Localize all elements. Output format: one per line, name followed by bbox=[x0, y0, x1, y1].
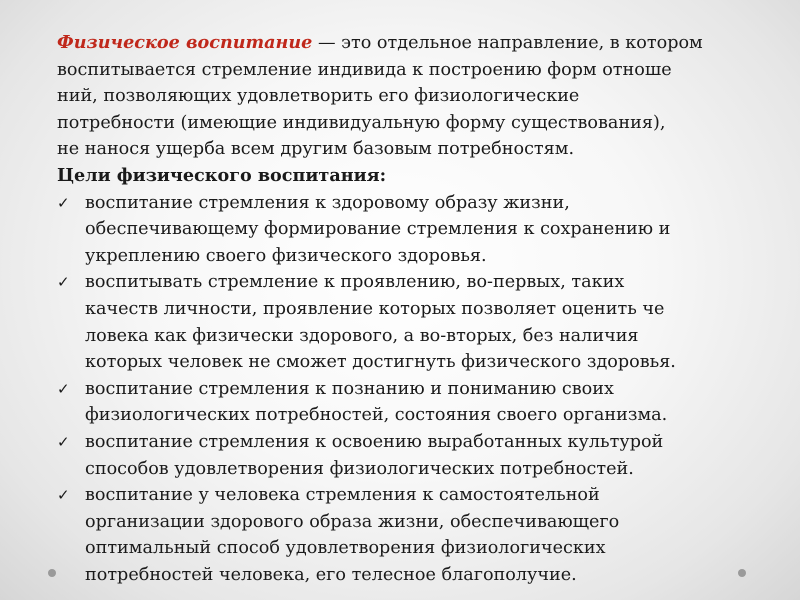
list-item: ✓ воспитание стремления к освоению выработанных культурой способов удовлетворения физиологических потребностей. bbox=[57, 429, 747, 482]
slide-content bbox=[57, 30, 747, 588]
definition-paragraph bbox=[57, 30, 747, 163]
list-item: ✓ воспитание стремления к здоровому образу жизни, обеспечивающему формирование стремления к сохранению и укреплению своего физического здоровья. bbox=[57, 190, 747, 270]
checkmark-icon: ✓ bbox=[57, 486, 70, 505]
definition-line: Физическое воспитание — это отдельное направление, в котором bbox=[57, 32, 703, 53]
list-item: ✓ воспитывать стремление к проявлению, во-первых, таких качеств личности, проявление которых позволяет оценить че ловека как физически здорового, а во-вторых, без наличия которых человек не сможет достигнуть физического здоровья. bbox=[57, 269, 747, 375]
definition-line: ний, позволяющих удовлетворить его физиологические bbox=[57, 86, 580, 107]
definition-term: Физическое воспитание bbox=[57, 32, 313, 53]
list-item: ✓ воспитание стремления к познанию и пониманию своих физиологических потребностей, состояния своего организма. bbox=[57, 376, 747, 429]
list-item: ✓ воспитание у человека стремления к самостоятельной организации здорового образа жизни, обеспечивающего оптимальный способ удовлетворения физиологических потребностей человека, его телесное благополучие. bbox=[57, 482, 747, 588]
definition-line: воспитывается стремление индивида к построению форм отноше bbox=[57, 59, 672, 80]
goals-heading: Цели физического воспитания: bbox=[57, 164, 387, 186]
checkmark-icon: ✓ bbox=[57, 273, 70, 292]
goals-list bbox=[57, 190, 747, 589]
definition-line: потребности (имеющие индивидуальную форму существования), bbox=[57, 112, 666, 133]
checkmark-icon: ✓ bbox=[57, 193, 70, 212]
checkmark-icon: ✓ bbox=[57, 432, 70, 451]
checkmark-icon: ✓ bbox=[57, 379, 70, 398]
corner-dot-right bbox=[738, 569, 746, 577]
definition-line: не нанося ущерба всем другим базовым потребностям. bbox=[57, 139, 575, 160]
corner-dot-left bbox=[48, 569, 56, 577]
